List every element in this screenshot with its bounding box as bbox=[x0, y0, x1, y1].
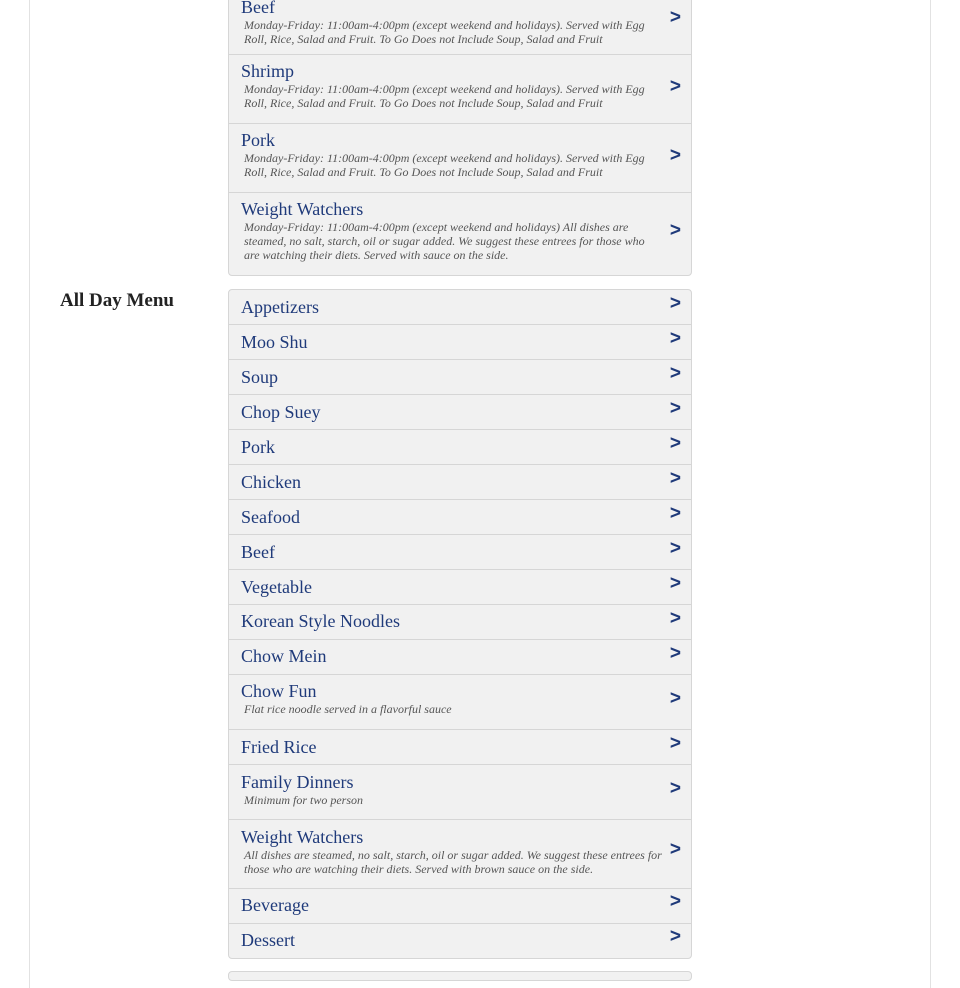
menu-item[interactable] bbox=[229, 765, 691, 820]
menu-item-description: Flat rice noodle served in a flavorful sauce bbox=[244, 702, 452, 716]
menu-item[interactable] bbox=[229, 290, 691, 325]
chevron-right-icon[interactable]: > bbox=[669, 688, 681, 709]
menu-item-title: Chow Mein bbox=[241, 646, 327, 666]
menu-item[interactable] bbox=[229, 193, 691, 275]
menu-item[interactable] bbox=[229, 605, 691, 640]
menu-item[interactable] bbox=[229, 570, 691, 605]
chevron-right-icon[interactable]: > bbox=[669, 643, 681, 664]
menu-item-title: Korean Style Noodles bbox=[241, 611, 400, 631]
chevron-right-icon[interactable]: > bbox=[669, 76, 681, 97]
menu-item-description: All dishes are steamed, no salt, starch, oil or sugar added. We suggest these entrees for those who are watching their diets. Served with brown sauce on the side. bbox=[244, 848, 662, 876]
menu-item-title: Beef bbox=[241, 542, 275, 562]
menu-item[interactable] bbox=[229, 535, 691, 570]
chevron-right-icon[interactable]: > bbox=[669, 608, 681, 629]
menu-item-title: Weight Watchers bbox=[241, 199, 364, 219]
menu-item-title: Chow Fun bbox=[241, 681, 317, 701]
menu-item-title: Appetizers bbox=[241, 297, 319, 317]
chevron-right-icon[interactable]: > bbox=[669, 573, 681, 594]
menu-item[interactable] bbox=[229, 325, 691, 360]
chevron-right-icon[interactable]: > bbox=[669, 7, 681, 28]
menu-item-title: Family Dinners bbox=[241, 772, 354, 792]
menu-item-title: Weight Watchers bbox=[241, 827, 364, 847]
menu-item-title: Fried Rice bbox=[241, 737, 317, 757]
menu-item[interactable] bbox=[229, 889, 691, 924]
chevron-right-icon[interactable]: > bbox=[669, 293, 681, 314]
next-menu-group-edge bbox=[228, 971, 692, 981]
menu-item[interactable] bbox=[229, 500, 691, 535]
all-day-menu-group bbox=[228, 289, 692, 959]
chevron-right-icon[interactable]: > bbox=[669, 926, 681, 947]
menu-item[interactable] bbox=[229, 924, 691, 958]
menu-item-description: Minimum for two person bbox=[244, 793, 364, 807]
menu-item-title: Pork bbox=[241, 130, 276, 150]
chevron-right-icon[interactable]: > bbox=[669, 363, 681, 384]
menu-item[interactable] bbox=[229, 395, 691, 430]
menu-item[interactable] bbox=[229, 820, 691, 889]
menu-item-title: Seafood bbox=[241, 507, 300, 527]
menu-item[interactable] bbox=[229, 465, 691, 500]
menu-item[interactable] bbox=[229, 430, 691, 465]
chevron-right-icon[interactable]: > bbox=[669, 145, 681, 166]
menu-item[interactable] bbox=[229, 360, 691, 395]
menu-item-title: Soup bbox=[241, 367, 279, 387]
menu-item-description: Monday-Friday: 11:00am-4:00pm (except weekend and holidays). Served with Egg Roll, Rice, Salad and Fruit. To Go Does not Include Soup, Salad and Fruit bbox=[244, 18, 645, 46]
menu-item-description: Monday-Friday: 11:00am-4:00pm (except weekend and holidays). Served with Egg Roll, Rice, Salad and Fruit. To Go Does not Include Soup, Salad and Fruit bbox=[244, 151, 645, 179]
menu-item[interactable] bbox=[229, 124, 691, 193]
chevron-right-icon[interactable]: > bbox=[669, 468, 681, 489]
chevron-right-icon[interactable]: > bbox=[669, 733, 681, 754]
chevron-right-icon[interactable]: > bbox=[669, 778, 681, 799]
menu-item[interactable] bbox=[229, 55, 691, 124]
chevron-right-icon[interactable]: > bbox=[669, 328, 681, 349]
menu-item-title: Chop Suey bbox=[241, 402, 321, 422]
menu-item-description: Monday-Friday: 11:00am-4:00pm (except weekend and holidays). Served with Egg Roll, Rice, Salad and Fruit. To Go Does not Include Soup, Salad and Fruit bbox=[244, 82, 645, 110]
menu-item[interactable] bbox=[229, 0, 691, 55]
menu-item[interactable] bbox=[229, 675, 691, 730]
menu-item-title: Beverage bbox=[241, 895, 309, 915]
menu-item-title: Moo Shu bbox=[241, 332, 308, 352]
lunch-menu-group bbox=[228, 0, 692, 276]
chevron-right-icon[interactable]: > bbox=[669, 503, 681, 524]
menu-item[interactable] bbox=[229, 730, 691, 765]
menu-item-title: Shrimp bbox=[241, 61, 295, 81]
chevron-right-icon[interactable]: > bbox=[669, 891, 681, 912]
menu-item-description: Monday-Friday: 11:00am-4:00pm (except weekend and holidays) All dishes are steamed, no salt, starch, oil or sugar added. We suggest these entrees for those who are watching their diets. Served with sauce on the side. bbox=[244, 220, 645, 262]
chevron-right-icon[interactable]: > bbox=[669, 433, 681, 454]
menu-item[interactable] bbox=[229, 640, 691, 675]
section-label-all-day-menu: All Day Menu bbox=[60, 290, 174, 311]
chevron-right-icon[interactable]: > bbox=[669, 398, 681, 419]
menu-item-title: Dessert bbox=[241, 930, 295, 950]
menu-item-title: Chicken bbox=[241, 472, 301, 492]
menu-item-title: Pork bbox=[241, 437, 276, 457]
chevron-right-icon[interactable]: > bbox=[669, 538, 681, 559]
chevron-right-icon[interactable]: > bbox=[669, 220, 681, 241]
menu-item-title: Beef bbox=[241, 0, 275, 17]
menu-item-title: Vegetable bbox=[241, 577, 312, 597]
chevron-right-icon[interactable]: > bbox=[669, 839, 681, 860]
